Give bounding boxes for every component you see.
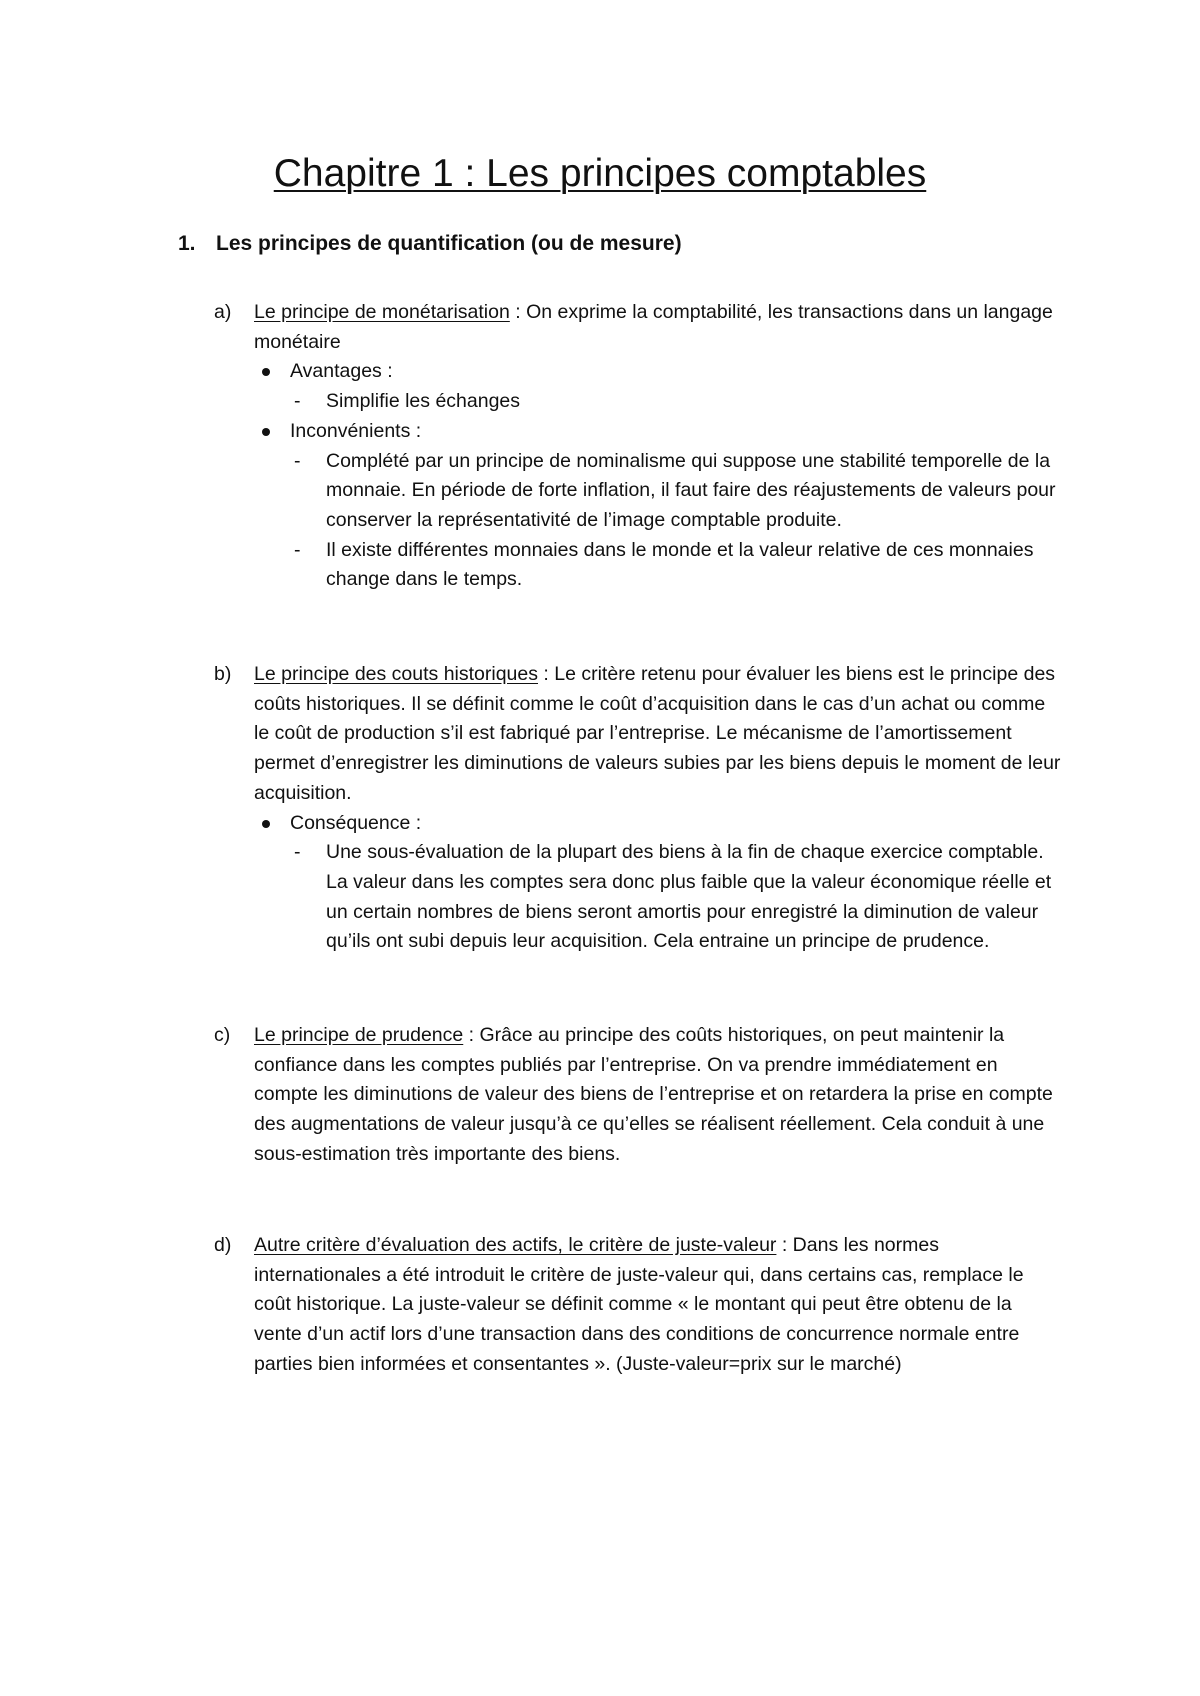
- item-a-bullet-2-dash-2-text: Il existe différentes monnaies dans le monde et la valeur relative de ces monnaies change dans le temps.: [326, 538, 1034, 591]
- item-a-bullet-1-dash-1: [290, 387, 1064, 417]
- item-b-bullet-1: [254, 809, 1064, 839]
- item-d-text: : Dans les normes internationales a été introduit le critère de juste-valeur qui, dans certains cas, remplace le coût historique. La juste-valeur se définit comme « le montant qui peut être obtenu de la vente d’un actif lors d’une transaction dans des conditions de concurrence normale entre parties bien informées et consentantes ». (Juste-valeur=prix sur le marché): [254, 1234, 1024, 1375]
- item-b-bullet-1-dash-1: [290, 838, 1064, 957]
- item-a-text: : On exprime la comptabilité, les transactions dans un langage monétaire: [254, 301, 1053, 353]
- section-heading-text: Les principes de quantification (ou de mesure): [216, 232, 682, 255]
- item-a: [214, 298, 1064, 595]
- bullet-icon: [262, 820, 270, 828]
- item-b-text: : Le critère retenu pour évaluer les biens est le principe des coûts historiques. Il se définit comme le coût d’acquisition dans le cas d’un achat ou comme le coût de production s’il est fabriqué par l’entreprise. Le mécanisme de l’amortissement permet d’enregistrer les diminutions de valeurs subies par les biens depuis le moment de leur acquisition.: [254, 663, 1061, 804]
- item-c-paragraph: [254, 1021, 1064, 1170]
- item-a-bullet-1-dash-1-text: Simplifie les échanges: [326, 390, 521, 413]
- page-title: Chapitre 1 : Les principes comptables: [273, 152, 927, 195]
- item-a-bullet-2-text: Inconvénients :: [290, 419, 422, 442]
- item-c-title: Le principe de prudence: [254, 1024, 464, 1046]
- dash-icon: -: [294, 449, 301, 472]
- item-a-bullet-2-dash-1: [290, 447, 1064, 536]
- item-d-letter: d): [214, 1234, 232, 1256]
- item-a-bullet-2: [254, 417, 1064, 447]
- dash-icon: -: [294, 390, 301, 413]
- dash-icon: -: [294, 538, 301, 561]
- bullet-icon: [262, 428, 270, 436]
- item-a-letter: a): [214, 301, 232, 323]
- item-d: [214, 1231, 1064, 1380]
- item-b-bullet-1-text: Conséquence :: [290, 811, 422, 834]
- item-a-bullet-2-dash-2: [290, 536, 1064, 595]
- item-a-bullet-2-dash-1-text: Complété par un principe de nominalisme qui suppose une stabilité temporelle de la monnaie. En période de forte inflation, il faut faire des réajustements de valeurs pour conserver la représentativité de l’image comptable produite.: [326, 449, 1056, 531]
- section-heading: [178, 229, 682, 259]
- item-a-paragraph: [254, 298, 1064, 357]
- item-a-title: Le principe de monétarisation: [254, 301, 510, 323]
- item-a-bullet-1: [254, 357, 1064, 387]
- item-b-letter: b): [214, 663, 232, 685]
- item-b: [214, 660, 1064, 957]
- item-c-text: : Grâce au principe des coûts historiques, on peut maintenir la confiance dans les comptes publiés par l’entreprise. On va prendre immédiatement en compte les diminutions de valeur des biens de l’entreprise et on retardera la prise en compte des augmentations de valeur jusqu’à ce qu’elles se réalisent réellement. Cela conduit à une sous-estimation très importante des biens.: [254, 1024, 1053, 1165]
- item-b-title: Le principe des couts historiques: [254, 663, 538, 685]
- bullet-icon: [262, 368, 270, 376]
- item-d-paragraph: [254, 1231, 1064, 1380]
- item-c-letter: c): [214, 1024, 231, 1046]
- item-a-bullet-1-text: Avantages :: [290, 360, 393, 383]
- section-number: 1.: [178, 232, 196, 255]
- item-c: [214, 1021, 1064, 1170]
- item-b-bullet-1-dash-1-text: Une sous-évaluation de la plupart des biens à la fin de chaque exercice comptable. La valeur dans les comptes sera donc plus faible que la valeur économique réelle et un certain nombres de biens seront amortis pour enregistré la diminution de valeur qu’ils ont subi depuis leur acquisition. Cela entraine un principe de prudence.: [326, 841, 1052, 953]
- dash-icon: -: [294, 841, 301, 864]
- item-b-paragraph: [254, 660, 1064, 809]
- item-d-title: Autre critère d’évaluation des actifs, le critère de juste-valeur: [254, 1234, 777, 1256]
